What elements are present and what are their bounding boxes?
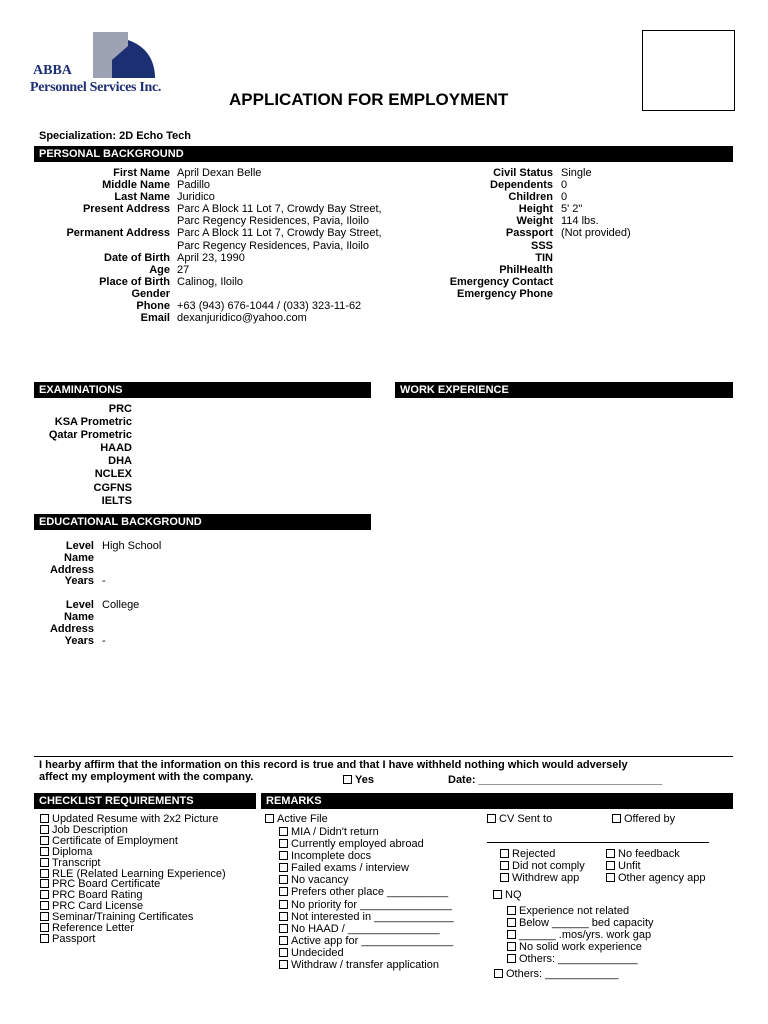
cv-divider — [487, 842, 709, 843]
checkbox[interactable] — [279, 936, 288, 945]
checkbox[interactable] — [279, 900, 288, 909]
education-label: Name — [64, 610, 94, 623]
education-row — [30, 564, 330, 576]
nq-option[interactable] — [493, 890, 522, 902]
education-entry — [30, 599, 330, 646]
logo-mark-icon — [60, 30, 156, 80]
field-value: Juridico — [177, 191, 215, 204]
checkbox-label: Job Description — [52, 823, 128, 836]
checkbox-label: Prefers other place __________ — [291, 886, 449, 899]
field-label: TIN — [535, 251, 553, 264]
checkbox-item[interactable] — [606, 872, 731, 884]
field-label: Emergency Contact — [449, 275, 553, 288]
field-value: dexanjuridico@yahoo.com — [177, 312, 307, 325]
field-label: First Name — [113, 167, 170, 179]
checkbox[interactable] — [40, 836, 49, 845]
affirm-date[interactable]: Date: ______________________________ — [448, 774, 663, 786]
nq-item[interactable] — [507, 905, 727, 917]
checkbox-label: Reference Letter — [52, 922, 134, 935]
logo-abba: ABBA — [33, 63, 72, 78]
checkbox[interactable] — [40, 934, 49, 943]
field-value — [177, 288, 437, 300]
checkbox[interactable] — [507, 942, 516, 951]
education-row — [30, 552, 330, 564]
checkbox-label: Rejected — [512, 848, 556, 860]
cv-right-items — [606, 848, 731, 884]
specialization: Specialization: 2D Echo Tech — [39, 130, 191, 142]
cv-sent-checkbox[interactable] — [487, 814, 496, 823]
field-value: April 23, 1990 — [177, 251, 245, 264]
nq-item[interactable] — [507, 953, 727, 965]
checkbox[interactable] — [279, 924, 288, 933]
checkbox-item[interactable] — [279, 838, 479, 850]
nq-label: NQ — [505, 889, 522, 901]
field-label: Emergency Phone — [457, 287, 553, 300]
checkbox-label: Active app for _______________ — [291, 934, 454, 947]
checkbox-label: No priority for _______________ — [291, 898, 452, 911]
field-value: Padillo — [177, 179, 211, 192]
field-label: Phone — [136, 300, 170, 313]
checkbox[interactable] — [279, 912, 288, 921]
checkbox-label: Unfit — [618, 860, 641, 873]
educational-background-header: EDUCATIONAL BACKGROUND — [34, 514, 371, 530]
others-checkbox[interactable] — [494, 969, 503, 978]
affirm-line-1: I hearby affirm that the information on this record is true and that I have withheld nothing which would adversely — [39, 759, 628, 771]
checkbox-label: No HAAD / _______________ — [291, 922, 440, 935]
field-label: Height — [518, 203, 553, 216]
field-label — [40, 215, 170, 227]
field-value — [561, 252, 711, 264]
field-value: 0 — [561, 191, 568, 204]
nq-item[interactable] — [507, 917, 727, 929]
checkbox-label: PRC Board Rating — [52, 889, 143, 902]
checkbox[interactable] — [40, 814, 49, 823]
education-value: - — [102, 575, 106, 588]
exam-list — [30, 403, 132, 508]
field-label: Email — [140, 312, 170, 325]
education-row — [30, 623, 330, 635]
checkbox-item[interactable] — [279, 850, 479, 862]
personal-labels-left — [40, 167, 170, 324]
others-label: Others: ____________ — [506, 968, 619, 980]
checkbox[interactable] — [40, 825, 49, 834]
checkbox-label: Others: _____________ — [519, 953, 638, 965]
field-label — [40, 240, 170, 252]
checkbox-label: Seminar/Training Certificates — [52, 911, 194, 924]
checkbox-item[interactable] — [500, 860, 605, 872]
field-label: Place of Birth — [99, 275, 170, 288]
exam-label: CGFNS — [93, 481, 132, 494]
education-entry — [30, 540, 330, 587]
checkbox-item[interactable] — [279, 947, 479, 959]
yes-checkbox[interactable] — [343, 775, 352, 784]
checkbox-label: Incomplete docs — [291, 850, 372, 863]
field-value — [561, 240, 711, 252]
checkbox-item[interactable] — [279, 862, 479, 874]
education-row — [30, 611, 330, 623]
field-value — [561, 264, 711, 276]
checkbox-label: RLE (Related Learning Experience) — [52, 867, 226, 880]
field-value: Parc A Block 11 Lot 7, Crowdy Bay Street, — [177, 203, 382, 216]
field-label: Middle Name — [102, 179, 170, 192]
education-row — [30, 635, 330, 647]
checkbox-item[interactable] — [279, 899, 479, 911]
field-label: Children — [508, 191, 553, 204]
field-label: Passport — [505, 227, 553, 240]
checkbox-item[interactable] — [606, 860, 731, 872]
education-value: College — [102, 599, 140, 612]
nq-checkbox[interactable] — [493, 890, 502, 899]
checkbox[interactable] — [279, 863, 288, 872]
cv-sent-option[interactable] — [487, 814, 552, 826]
checkbox[interactable] — [507, 954, 516, 963]
education-list — [30, 540, 330, 658]
work-experience-header: WORK EXPERIENCE — [395, 382, 733, 398]
checkbox-label: Passport — [52, 932, 96, 945]
checkbox-item[interactable] — [606, 848, 731, 860]
checkbox[interactable] — [279, 827, 288, 836]
checkbox-item[interactable] — [279, 923, 479, 935]
checkbox-label: Diploma — [52, 845, 93, 858]
education-label: Years — [64, 575, 94, 588]
checkbox[interactable] — [40, 923, 49, 932]
offered-by-checkbox[interactable] — [612, 814, 621, 823]
checkbox-label: No solid work experience — [519, 941, 642, 953]
checkbox[interactable] — [279, 960, 288, 969]
personal-values-right — [561, 167, 711, 300]
yes-label: Yes — [355, 774, 374, 786]
exam-label: KSA Prometric — [54, 416, 132, 429]
remarks-header: REMARKS — [261, 793, 733, 809]
checkbox-item[interactable] — [279, 886, 479, 898]
field-label: Permanent Address — [66, 227, 170, 240]
examinations-header: EXAMINATIONS — [34, 382, 371, 398]
checkbox[interactable] — [40, 879, 49, 888]
checkbox-label: Below ______ bed capacity — [519, 917, 654, 929]
checkbox[interactable] — [40, 869, 49, 878]
checkbox-label: Updated Resume with 2x2 Picture — [52, 813, 219, 825]
field-label: PhilHealth — [499, 263, 553, 276]
field-value: 5' 2" — [561, 203, 583, 216]
field-value: Parc Regency Residences, Pavia, Iloilo — [177, 215, 369, 228]
affirm-divider — [34, 756, 733, 757]
checkbox-label: Other agency app — [618, 872, 706, 885]
education-label: Level — [65, 540, 94, 552]
exam-label: DHA — [108, 455, 132, 468]
field-label: Dependents — [490, 179, 553, 192]
checkbox-label: Experience not related — [519, 905, 630, 917]
field-value: (Not provided) — [561, 227, 631, 240]
field-label: Civil Status — [493, 167, 553, 179]
checklist-header: CHECKLIST REQUIREMENTS — [34, 793, 256, 809]
nq-items — [507, 905, 727, 965]
field-value: 114 lbs. — [561, 215, 599, 228]
field-label: Date of Birth — [104, 251, 170, 264]
field-value: 0 — [561, 179, 568, 192]
education-label: Address — [49, 622, 94, 635]
affirm-yes[interactable] — [343, 775, 374, 787]
checkbox[interactable] — [507, 906, 516, 915]
checkbox-label: No vacancy — [291, 874, 349, 887]
field-label: Last Name — [114, 191, 170, 204]
field-label: Present Address — [82, 203, 170, 216]
field-value: Single — [561, 167, 592, 179]
checkbox-item[interactable] — [279, 874, 479, 886]
field-value: 27 — [177, 263, 190, 276]
field-label: Gender — [131, 287, 170, 300]
checkbox-item[interactable] — [279, 935, 479, 947]
checkbox[interactable] — [40, 912, 49, 921]
checkbox[interactable] — [500, 861, 509, 870]
checkbox[interactable] — [500, 873, 509, 882]
field-value: Calinog, Iloilo — [177, 275, 244, 288]
checkbox[interactable] — [279, 948, 288, 957]
field-label: SSS — [530, 239, 553, 252]
education-value: - — [102, 634, 106, 647]
field-label: Age — [149, 263, 170, 276]
field-value: April Dexan Belle — [177, 167, 262, 179]
education-label: Address — [49, 563, 94, 576]
checkbox-label: Certificate of Employment — [52, 834, 178, 847]
cv-sent-label: CV Sent to — [499, 813, 553, 825]
active-file-option[interactable] — [265, 814, 328, 826]
checkbox-label: Transcript — [52, 856, 101, 869]
checkbox[interactable] — [606, 849, 615, 858]
checkbox[interactable] — [606, 873, 615, 882]
checkbox[interactable] — [40, 890, 49, 899]
checklist-items — [40, 814, 258, 945]
education-row — [30, 540, 330, 552]
checkbox-label: Failed exams / interview — [291, 862, 409, 875]
checkbox-label: Currently employed abroad — [291, 838, 424, 851]
field-label: Weight — [516, 215, 553, 228]
checkbox[interactable] — [606, 861, 615, 870]
exam-label: IELTS — [101, 494, 132, 507]
checkbox[interactable] — [40, 858, 49, 867]
checkbox[interactable] — [507, 918, 516, 927]
field-value — [561, 276, 711, 288]
checkbox-label: Withdraw / transfer application — [291, 959, 439, 972]
nq-item[interactable] — [507, 941, 727, 953]
offered-by-option[interactable] — [612, 814, 675, 826]
checkbox-label: No feedback — [618, 848, 680, 860]
exam-label: PRC — [108, 403, 132, 415]
personal-background-header: PERSONAL BACKGROUND — [34, 146, 733, 162]
logo-company-name: Personnel Services Inc. — [30, 80, 162, 95]
affirm-line-2: affect my employment with the company. — [39, 771, 254, 783]
field-value: +63 (943) 676-1044 / (033) 323-11-62 — [177, 300, 362, 313]
checkbox-item[interactable] — [500, 848, 605, 860]
education-value: High School — [102, 540, 162, 552]
checkbox-item[interactable] — [279, 826, 479, 838]
checkbox-label: Not interested in _____________ — [291, 910, 454, 923]
checkbox[interactable] — [507, 930, 516, 939]
company-logo — [30, 28, 190, 98]
photo-box — [642, 30, 735, 111]
checkbox[interactable] — [500, 849, 509, 858]
checkbox[interactable] — [279, 875, 288, 884]
offered-by-label: Offered by — [624, 813, 676, 825]
checkbox-label: Did not comply — [512, 860, 585, 873]
exam-label: HAAD — [100, 442, 132, 455]
checkbox-item[interactable] — [279, 959, 479, 971]
education-label: Years — [64, 634, 94, 647]
field-value — [561, 288, 711, 300]
page-title: APPLICATION FOR EMPLOYMENT — [229, 90, 509, 109]
personal-labels-right — [410, 167, 553, 300]
education-label: Level — [65, 599, 94, 612]
others-option[interactable] — [494, 969, 619, 981]
checkbox-label: Undecided — [291, 946, 344, 959]
active-file-label: Active File — [277, 813, 328, 825]
checkbox-item[interactable] — [279, 911, 479, 923]
checkbox-label: PRC Card License — [52, 900, 144, 913]
education-row — [30, 575, 330, 587]
checkbox[interactable] — [279, 887, 288, 896]
cv-left-items — [500, 848, 605, 884]
field-value: Parc Regency Residences, Pavia, Iloilo — [177, 239, 369, 252]
exam-label: NCLEX — [94, 468, 132, 481]
checkbox[interactable] — [279, 839, 288, 848]
checkbox-label: PRC Board Certificate — [52, 878, 161, 891]
active-file-items — [279, 826, 479, 971]
checkbox-item[interactable] — [500, 872, 605, 884]
education-label: Name — [64, 551, 94, 564]
checkbox-label: Withdrew app — [512, 872, 580, 885]
checkbox[interactable] — [40, 847, 49, 856]
checkbox[interactable] — [279, 851, 288, 860]
checkbox-label: MIA / Didn't return — [291, 826, 379, 838]
active-file-checkbox[interactable] — [265, 814, 274, 823]
education-row — [30, 599, 330, 611]
field-value: Parc A Block 11 Lot 7, Crowdy Bay Street, — [177, 227, 382, 240]
personal-values-left — [177, 167, 437, 324]
checkbox-label: ______ .mos/yrs. work gap — [519, 929, 652, 941]
checkbox[interactable] — [40, 901, 49, 910]
checkbox-item[interactable] — [40, 934, 258, 945]
nq-item[interactable] — [507, 929, 727, 941]
exam-label: Qatar Prometric — [48, 429, 132, 442]
